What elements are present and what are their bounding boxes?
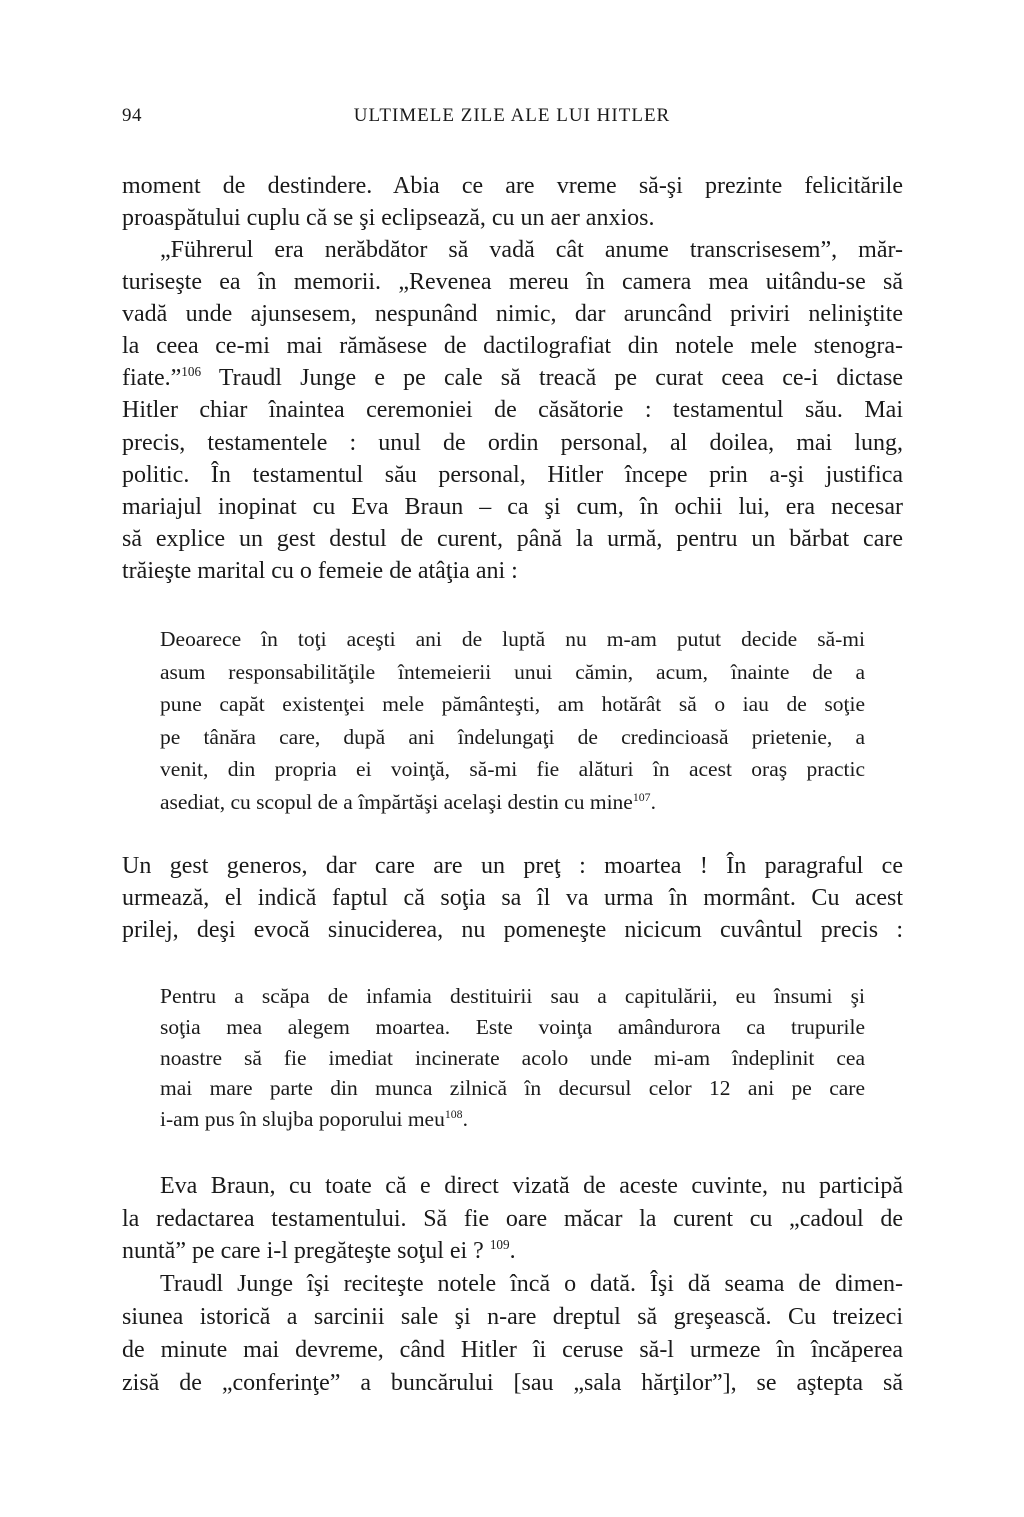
footnote-ref: 106 [181,364,202,380]
text-line: prilej, deşi evocă sinuciderea, nu pomeneşte nicicum cuvântul precis : [122,917,903,943]
footnote-ref: 108 [444,1106,463,1121]
block-quote [160,981,865,1135]
paragraph [122,1170,903,1268]
text-line: venit, din propria ei voinţă, să-mi fie alături în acest oraş practic [160,757,865,782]
text-line: la ceea ce-mi mai rămăsese de dactilografiat din notele mele stenogra- [122,333,903,360]
block-quote [160,623,865,819]
page-number: 94 [122,105,142,126]
text-line: pune capăt existenţei mele pământeşti, am hotărât să o iau de soţie [160,692,865,717]
text-line: Traudl Junge îşi reciteşte notele încă o dată. Îşi dă seama de dimen- [160,1271,903,1297]
text-line: Deoarece în toţi aceşti ani de luptă nu m-am putut decide să-mi [160,627,865,651]
text-line: asum responsabilităţile întemeierii unui cămin, acum, înainte de a [160,659,865,684]
text-line: pe tânăra care, după ani îndelungaţi de credincioasă prietenie, a [160,724,865,749]
text-line: nuntă” pe care i-l pregăteşte soţul ei ? $^{109}$. [122,1236,516,1264]
text-line: soţia mea alegem moartea. Este voinţa amândurora ca trupurile [160,1014,865,1039]
text-line: precis, testamentele : unul de ordin personal, al doilea, mai lung, [122,429,903,456]
paragraph [122,170,903,234]
text-line: mariajul inopinat cu Eva Braun – ca şi cum, în ochii lui, era necesar [122,493,903,520]
footnote-ref: 107 [632,789,651,804]
text-line: fiate.”$^{106}$ Traudl Junge e pe cale să treacă pe curat ceea ce-i dictase [122,364,903,392]
text-line: turiseşte ea în memorii. „Revenea mereu în camera mea uitându-se să [122,269,903,296]
text-line: siunea istorică a sarcinii sale şi n-are dreptul să greşească. Cu treizeci [122,1304,903,1330]
paragraph [122,1268,903,1400]
text-line: vadă unde ajunsesem, nespunând nimic, dar aruncând priviri neliniştite [122,301,903,328]
text-line: urmează, el indică faptul că soţia sa îl va urma în mormânt. Cu acest [122,885,903,911]
text-line: moment de destindere. Abia ce are vreme să-şi prezinte felicitările [122,173,903,199]
text-line: „Führerul era nerăbdător să vadă cât anume transcrisesem”, măr- [160,237,903,263]
text-line: de minute mai devreme, când Hitler îi ceruse să-l urmeze în încăperea [122,1337,903,1363]
text-line: Pentru a scăpa de infamia destituirii sau a capitulării, eu însumi şi [160,984,865,1008]
paragraph [122,234,903,587]
text-line: asediat, cu scopul de a împărtăşi acelaşi destin cu mine$^{107}$. [160,789,656,814]
text-line: Eva Braun, cu toate că e direct vizată de aceste cuvinte, nu participă [160,1173,903,1199]
text-line: Hitler chiar înaintea ceremoniei de căsătorie : testamentul său. Mai [122,397,903,424]
text-line: i-am pus în slujba poporului meu$^{108}$. [160,1106,468,1132]
paragraph [122,850,903,946]
text-line: Un gest generos, dar care are un preţ : moartea ! În paragraful ce [122,853,903,879]
footnote-ref: 109 [489,1236,510,1252]
running-title: ULTIMELE ZILE ALE LUI HITLER [353,105,671,126]
text-line: mai mare parte din munca zilnică în decursul celor 12 ani pe care [160,1076,865,1101]
text-line: trăieşte marital cu o femeie de atâţia ani : [122,557,518,584]
text-line: politic. În testamentul său personal, Hitler începe prin a-şi justifica [122,461,903,488]
text-line: la redactarea testamentului. Să fie oare măcar la curent cu „cadoul de [122,1205,903,1232]
text-line: zisă de „conferinţe” a buncărului [sau „sala hărţilor”], se aştepta să [122,1370,903,1396]
text-line: noastre să fie imediat incinerate acolo unde mi-am îndeplinit cea [160,1045,865,1070]
text-line: să explice un gest destul de curent, până la urmă, pentru un bărbat care [122,525,903,552]
text-line: proaspătului cuplu că se şi eclipsează, cu un aer anxios. [122,205,655,231]
